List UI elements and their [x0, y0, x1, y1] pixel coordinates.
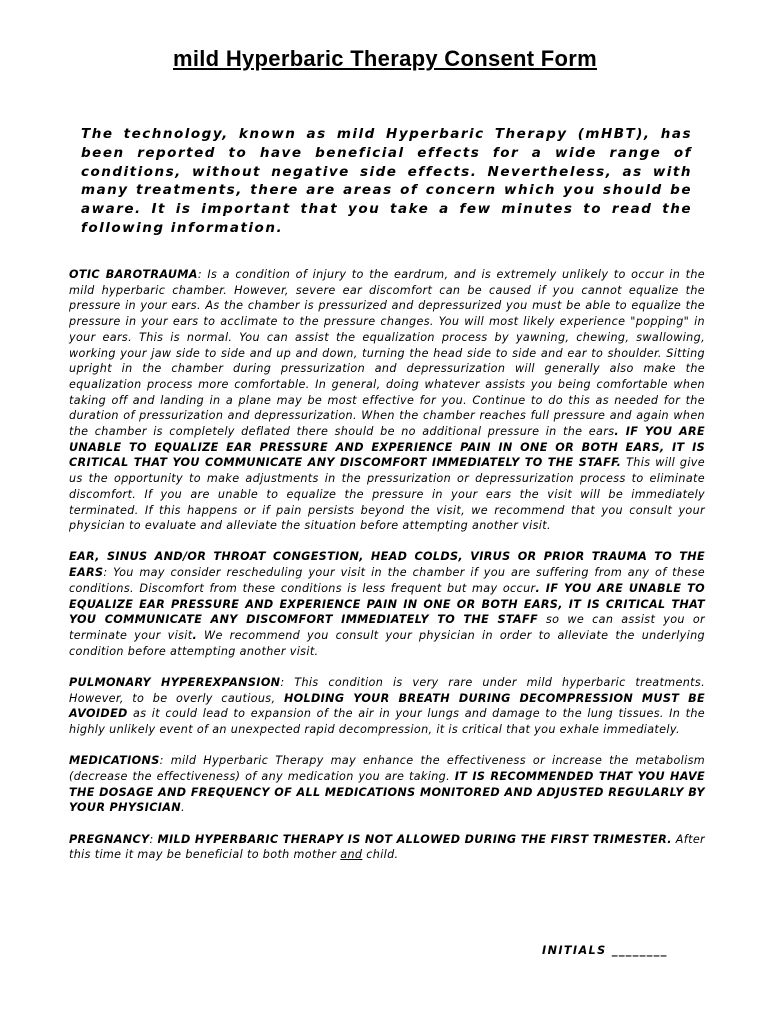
section-warning: . IF YOU ARE UNABLE TO EQUALIZE EAR PRESSURE AND EXPERIENCE PAIN IN ONE OR BOTH EARS, IT IS CRITICAL THAT YOU COMMUNICATE ANY DISCOMFORT IMMEDIATELY TO THE STAFF. — [69, 425, 705, 470]
section-period: . — [192, 628, 198, 642]
section-tail: so we can assist you or terminate your visit — [69, 613, 705, 642]
section-body: : This condition is very rare under mild hyperbaric treatments. However, to be overly cautious, — [69, 675, 705, 705]
consent-sections — [69, 267, 705, 878]
section-tail: This will give us the opportunity to make adjustments in the pressurization or depressurization process to eliminate discomfort. If you are unable to equalize the pressure in your ears the visit will be immediately terminated. If this happens or if pain persists beyond the visit, we recommend that you consult your physician to evaluate and alleviate the situation before attempting another visit. — [69, 456, 706, 533]
section-pulmonary — [69, 675, 705, 738]
section-heading: MEDICATIONS — [69, 754, 160, 768]
section-colon: : — [149, 832, 158, 846]
section-warning: MILD HYPERBARIC THERAPY IS NOT ALLOWED DURING THE FIRST TRIMESTER. — [157, 832, 672, 846]
section-end: child. — [362, 848, 399, 862]
section-heading: EAR, SINUS AND/OR THROAT CONGESTION, HEAD COLDS, VIRUS OR PRIOR TRAUMA TO THE EARS — [69, 550, 705, 580]
section-heading: PREGNANCY — [69, 832, 150, 846]
section-warning: HOLDING YOUR BREATH DURING DECOMPRESSION MUST BE AVOIDED — [69, 691, 705, 721]
section-otic-barotrauma — [69, 267, 705, 534]
section-warning: . IF YOU ARE UNABLE TO EQUALIZE EAR PRESSURE AND EXPERIENCE PAIN IN ONE OR BOTH EARS, IT IS CRITICAL THAT YOU COMMUNICATE ANY DISCOMFORT IMMEDIATELY TO THE STAFF — [69, 581, 705, 627]
section-medications — [69, 753, 705, 816]
section-heading: PULMONARY HYPEREXPANSION — [69, 675, 281, 689]
section-heading: OTIC BAROTRAUMA — [69, 268, 198, 281]
section-pregnancy — [69, 832, 705, 863]
section-body: : mild Hyperbaric Therapy may enhance the effectiveness or increase the metabolism (decrease the effectiveness) of any medication you are taking. — [69, 754, 705, 783]
section-body: : Is a condition of injury to the eardrum, and is extremely unlikely to occur in the mild hyperbaric chamber. However, severe ear discomfort can be caused if you cannot equalize the pressure in your ears. As the chamber is pressurized and depressurized you must be able to equalize the pressure in your ears to acclimate to the pressure changes. You will most likely experience "popping" in your ears. This is normal. You can assist the equalization process by yawning, chewing, swallowing, working your jaw side to side and up and down, turning the head side to side and ear to shoulder. Sitting upright in the chamber during pressurization and depressurization will generally also make the equalization process more comfortable. In general, doing whatever assists you being comfortable when taking off and landing in a plane may be most effective for you. Continue to do this as needed for the duration of pressurization and depressurization. When the chamber reaches full pressure and again when the chamber is completely deflated there should be no additional pressure in the ears — [69, 268, 705, 439]
section-warning: IT IS RECOMMENDED THAT YOU HAVE THE DOSAGE AND FREQUENCY OF ALL MEDICATIONS MONITORED AND ADJUSTED REGULARLY BY YOUR PHYSICIAN — [69, 769, 705, 815]
section-tail: as it could lead to expansion of the air in your lungs and damage to the lung tissues. In the highly unlikely event of an unexpected rapid decompression, it is critical that you exhale immediately. — [69, 707, 705, 736]
section-tail: After this time it may be beneficial to both mother — [69, 832, 706, 862]
section-ear-sinus — [69, 549, 705, 659]
form-title: mild Hyperbaric Therapy Consent Form — [173, 46, 597, 71]
initials-field[interactable]: INITIALS ________ — [542, 944, 668, 957]
section-body: : You may consider rescheduling your visit in the chamber if you are suffering from any of these conditions. Discomfort from these conditions is less frequent but may occur — [69, 566, 705, 595]
section-tail: . — [180, 801, 185, 815]
section-underlined-word: and — [340, 848, 363, 862]
intro-paragraph: The technology, known as mild Hyperbaric Therapy (mHBT), has been reported to have beneficial effects for a wide range of conditions, without negative side effects. Nevertheless, as with many treatments, there are areas of concern which you should be aware. It is important that you take a few minutes to read the following information. — [81, 126, 692, 236]
section-tail: We recommend you consult your physician in order to alleviate the underlying condition before attempting another visit. — [69, 628, 705, 658]
